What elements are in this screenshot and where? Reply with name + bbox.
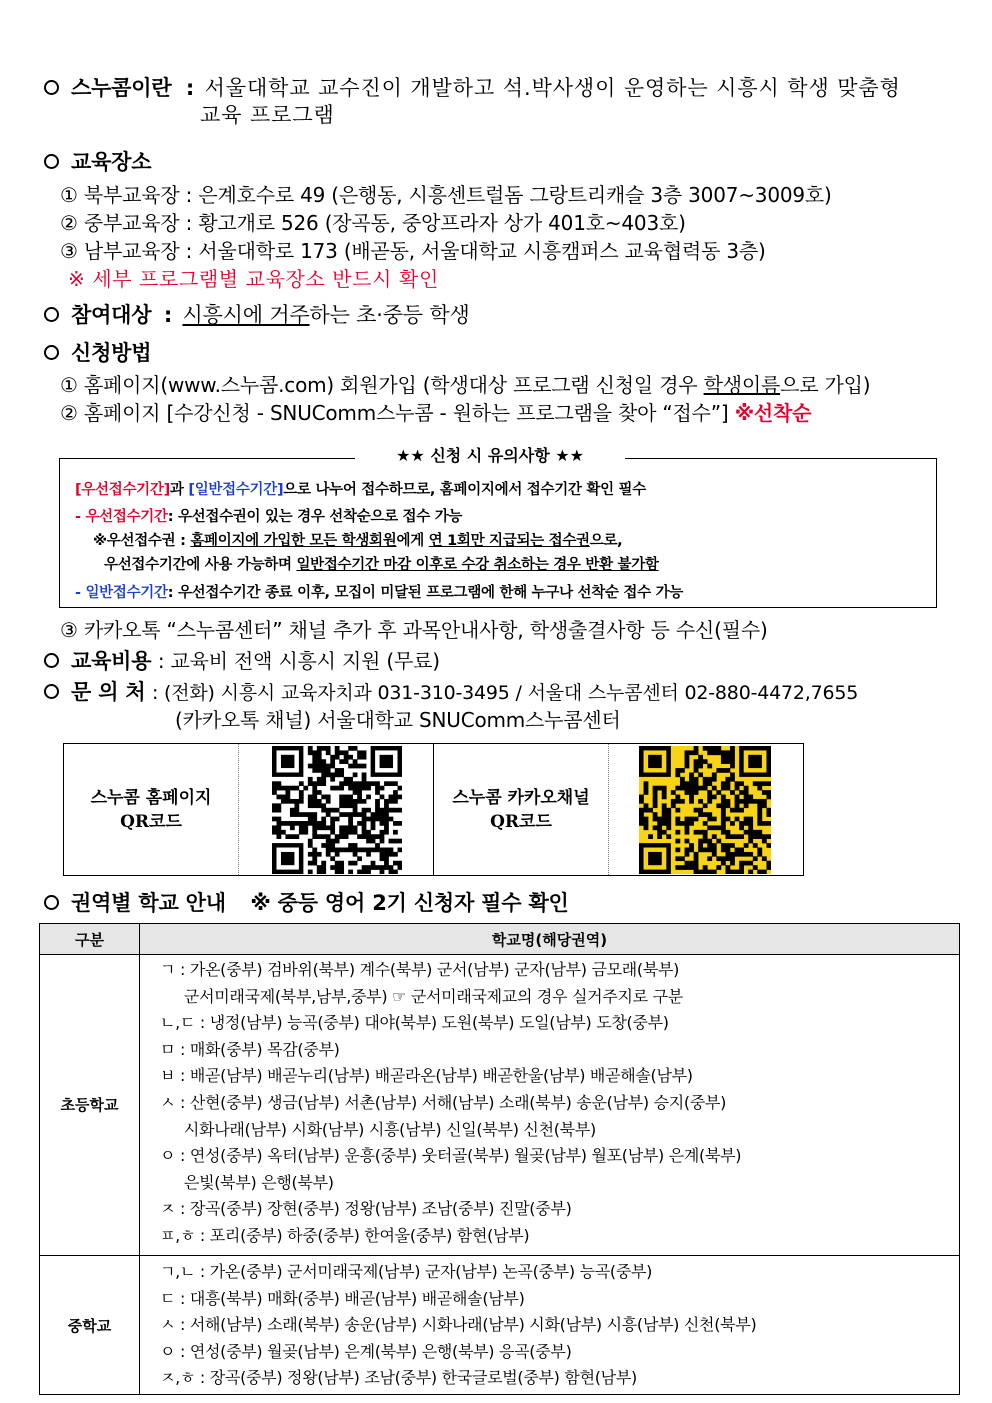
- elementary-school-line: ㅂ : 배곧(남부) 배곧누리(남부) 배곧라온(남부) 배곧한울(남부) 배곧해솔(남부): [160, 1066, 693, 1086]
- notice-line-3-c: 으로,: [589, 533, 623, 549]
- bullet-icon: [44, 684, 59, 699]
- apply-item-1-end: 으로 가입): [780, 373, 871, 397]
- venue-note: ※ 세부 프로그램별 교육장소 반드시 확인: [68, 267, 439, 291]
- apply-student-name: 학생이름: [703, 373, 781, 397]
- middle-label: 중학교: [67, 1317, 112, 1335]
- notice-line-3-b: 에게: [396, 533, 429, 549]
- apply-item-2: [60, 399, 811, 427]
- middle-school-line: ㅈ,ㅎ : 장곡(중부) 정왕(남부) 조남(중부) 한국글로벌(중부) 함현(남부): [160, 1368, 637, 1387]
- bullet-icon: [44, 80, 59, 95]
- notice-line-5: [75, 582, 683, 604]
- column-divider: [139, 924, 140, 1394]
- elementary-school-line: ㅈ : 장곡(중부) 장현(중부) 정왕(남부) 조남(중부) 진말(중부): [160, 1199, 572, 1219]
- intro-text-2: 교육 프로그램: [200, 103, 335, 127]
- intro-text: 서울대학교 교수진이 개발하고 석.박사생이 운영하는 시흥시 학생 맞춤형: [204, 76, 901, 100]
- notice-line-4-u: 일반접수기간 마감 이후로 수강 취소하는 경우 반환 불가함: [296, 557, 659, 573]
- notice-dash: -: [75, 585, 86, 601]
- apply-title: 신청방법: [71, 341, 152, 365]
- middle-school-line: ㅇ : 연성(중부) 월곶(남부) 은계(북부) 은행(북부) 응곡(중부): [160, 1341, 572, 1361]
- middle-school-line: ㄷ : 대흥(북부) 매화(중부) 배곧(남부) 배곧해솔(남부): [160, 1288, 525, 1308]
- header-category: 구분: [75, 931, 104, 949]
- priority-period-label: 우선접수기간: [85, 509, 168, 525]
- contact-phone: : (전화) 시흥시 교육자치과 031-310-3495 / 서울대 스누콤센터 02-880-4472,7655: [151, 682, 859, 704]
- home-qr-label-cell: [64, 744, 239, 875]
- notice-line-4: [104, 554, 659, 576]
- elementary-label: 초등학교: [60, 1096, 119, 1114]
- header-school-names: 학교명(해당권역): [491, 931, 608, 949]
- elementary-school-line: 은빛(북부) 은행(북부): [160, 1172, 334, 1192]
- target-colon: :: [163, 303, 173, 327]
- notice-line-3-a: ※우선접수권 :: [93, 533, 191, 549]
- notice-line-1-and: 과: [169, 482, 189, 498]
- bullet-icon: [44, 653, 59, 668]
- kakao-qr-label-cell: [434, 744, 609, 875]
- cost-text: : 교육비 전액 시흥시 지원 (무료): [157, 649, 440, 673]
- schools-table: [39, 923, 960, 1395]
- general-period-tag: [일반접수기간]: [188, 482, 284, 498]
- kakao-qr-code-icon[interactable]: [639, 746, 771, 874]
- home-qr-label: 스누콤 홈페이지: [90, 787, 212, 808]
- home-qr-label-2: QR코드: [120, 811, 182, 832]
- bullet-icon: [44, 895, 59, 910]
- elementary-school-line: 시화나래(남부) 시화(남부) 시흥(남부) 신일(북부) 신천(북부): [160, 1119, 596, 1139]
- venue-item-central: ② 중부교육장 : 황고개로 526 (장곡동, 중앙프라자 상가 401호~403호): [60, 211, 686, 235]
- home-qr-cell: [239, 744, 434, 875]
- target-line: [44, 301, 470, 329]
- venue-heading: [44, 148, 151, 176]
- row-divider: [40, 1255, 959, 1256]
- bullet-icon: [44, 154, 59, 169]
- target-residence: 시흥시에 거주: [182, 303, 310, 327]
- apply-heading: [44, 339, 151, 367]
- elementary-school-line: ㅍ,ㅎ : 포리(중부) 하중(중부) 한여울(중부) 함현(남부): [160, 1226, 530, 1245]
- elementary-school-line: ㅁ : 매화(중부) 목감(중부): [160, 1039, 340, 1059]
- bullet-icon: [44, 307, 59, 322]
- notice-line-3: [93, 530, 622, 552]
- notice-line-3-u1: 홈페이지에 가입한 모든 학생회원: [190, 533, 397, 549]
- notice-line-1: [75, 479, 646, 501]
- kakao-qr-label-2: QR코드: [490, 811, 552, 832]
- venue-item-south: ③ 남부교육장 : 서울대학로 173 (배곧동, 서울대학교 시흥캠퍼스 교육협력동 3층): [60, 239, 766, 263]
- qr-table: [63, 743, 804, 876]
- intro-title: 스누콤이란: [71, 76, 172, 100]
- elementary-school-line: ㄴ,ㄷ : 냉정(남부) 능곡(중부) 대야(북부) 도원(북부) 도일(남부) 도창(중부): [160, 1013, 669, 1033]
- apply-item-2-text: ② 홈페이지 [수강신청 - SNUComm스누콤 - 원하는 프로그램을 찾아 “접수”]: [60, 401, 735, 425]
- notice-line-1-rest: 으로 나누어 접수하므로, 홈페이지에서 접수기간 확인 필수: [283, 482, 646, 498]
- notice-title: ★★ 신청 시 유의사항 ★★: [355, 444, 625, 468]
- notice-line-4-a: 우선접수기간에 사용 가능하며: [104, 557, 297, 573]
- apply-item-1-text: ① 홈페이지(www.스누콤.com) 회원가입 (학생대상 프로그램 신청일 경우: [60, 373, 704, 397]
- kakao-qr-label: 스누콤 카카오채널: [452, 787, 590, 808]
- general-period-label: 일반접수기간: [85, 585, 168, 601]
- middle-school-line: ㅅ : 서해(남부) 소래(북부) 송운(남부) 시화나래(남부) 시화(남부) 시흥(남부) 신천(북부): [160, 1315, 757, 1334]
- first-come-label: ※선착순: [734, 401, 812, 425]
- contact-title: 문 의 처: [71, 680, 146, 704]
- cost-line: [44, 647, 440, 675]
- elementary-school-line: ㄱ : 가온(중부) 검바위(북부) 계수(북부) 군서(남부) 군자(남부) 금모래(북부): [160, 960, 680, 979]
- notice-dash: -: [75, 509, 86, 525]
- contact-line: [44, 678, 858, 707]
- cost-title: 교육비용: [71, 649, 152, 673]
- notice-line-5-rest: : 우선접수기간 종료 이후, 모집이 미달된 프로그램에 한해 누구나 선착순 접수 가능: [167, 585, 683, 601]
- apply-item-1: [60, 371, 870, 399]
- intro-colon: :: [185, 76, 195, 100]
- notice-line-2-rest: : 우선접수권이 있는 경우 선착순으로 접수 가능: [167, 509, 463, 525]
- notice-line-2: [75, 506, 462, 528]
- notice-line-3-u2: 연 1회만 지급되는 접수권: [428, 533, 590, 549]
- intro-line: [44, 74, 901, 102]
- home-qr-code-icon[interactable]: [272, 746, 402, 874]
- target-title: 참여대상: [71, 303, 152, 327]
- kakao-qr-cell: [609, 744, 803, 875]
- schools-title: 권역별 학교 안내: [71, 891, 226, 915]
- elementary-school-line: 군서미래국제(북부,남부,중부) ☞ 군서미래국제교의 경우 실거주지로 구분: [160, 986, 683, 1006]
- elementary-school-line: ㅇ : 연성(중부) 옥터(남부) 운흥(중부) 웃터골(북부) 월곶(남부) 월포(남부) 은계(북부): [160, 1146, 742, 1166]
- venue-title: 교육장소: [71, 150, 152, 174]
- middle-school-line: ㄱ,ㄴ : 가온(중부) 군서미래국제(남부) 군자(남부) 논곡(중부) 능곡(중부): [160, 1262, 653, 1281]
- priority-period-tag: [우선접수기간]: [75, 482, 170, 498]
- target-rest: 하는 초·중등 학생: [309, 303, 470, 327]
- elementary-school-line: ㅅ : 산현(중부) 생금(남부) 서촌(남부) 서해(남부) 소래(북부) 송운(남부) 승지(중부): [160, 1093, 727, 1112]
- schools-heading: [44, 889, 569, 917]
- apply-item-3: ③ 카카오톡 “스누콤센터” 채널 추가 후 과목안내사항, 학생출결사항 등 수신(필수): [60, 618, 768, 642]
- schools-note: ※ 중등 영어 2기 신청자 필수 확인: [250, 891, 569, 915]
- venue-item-north: ① 북부교육장 : 은계호수로 49 (은행동, 시흥센트럴돔 그랑트리캐슬 3층 3007~3009호): [60, 183, 832, 207]
- bullet-icon: [44, 345, 59, 360]
- contact-kakao: (카카오톡 채널) 서울대학교 SNUComm스누콤센터: [175, 708, 621, 732]
